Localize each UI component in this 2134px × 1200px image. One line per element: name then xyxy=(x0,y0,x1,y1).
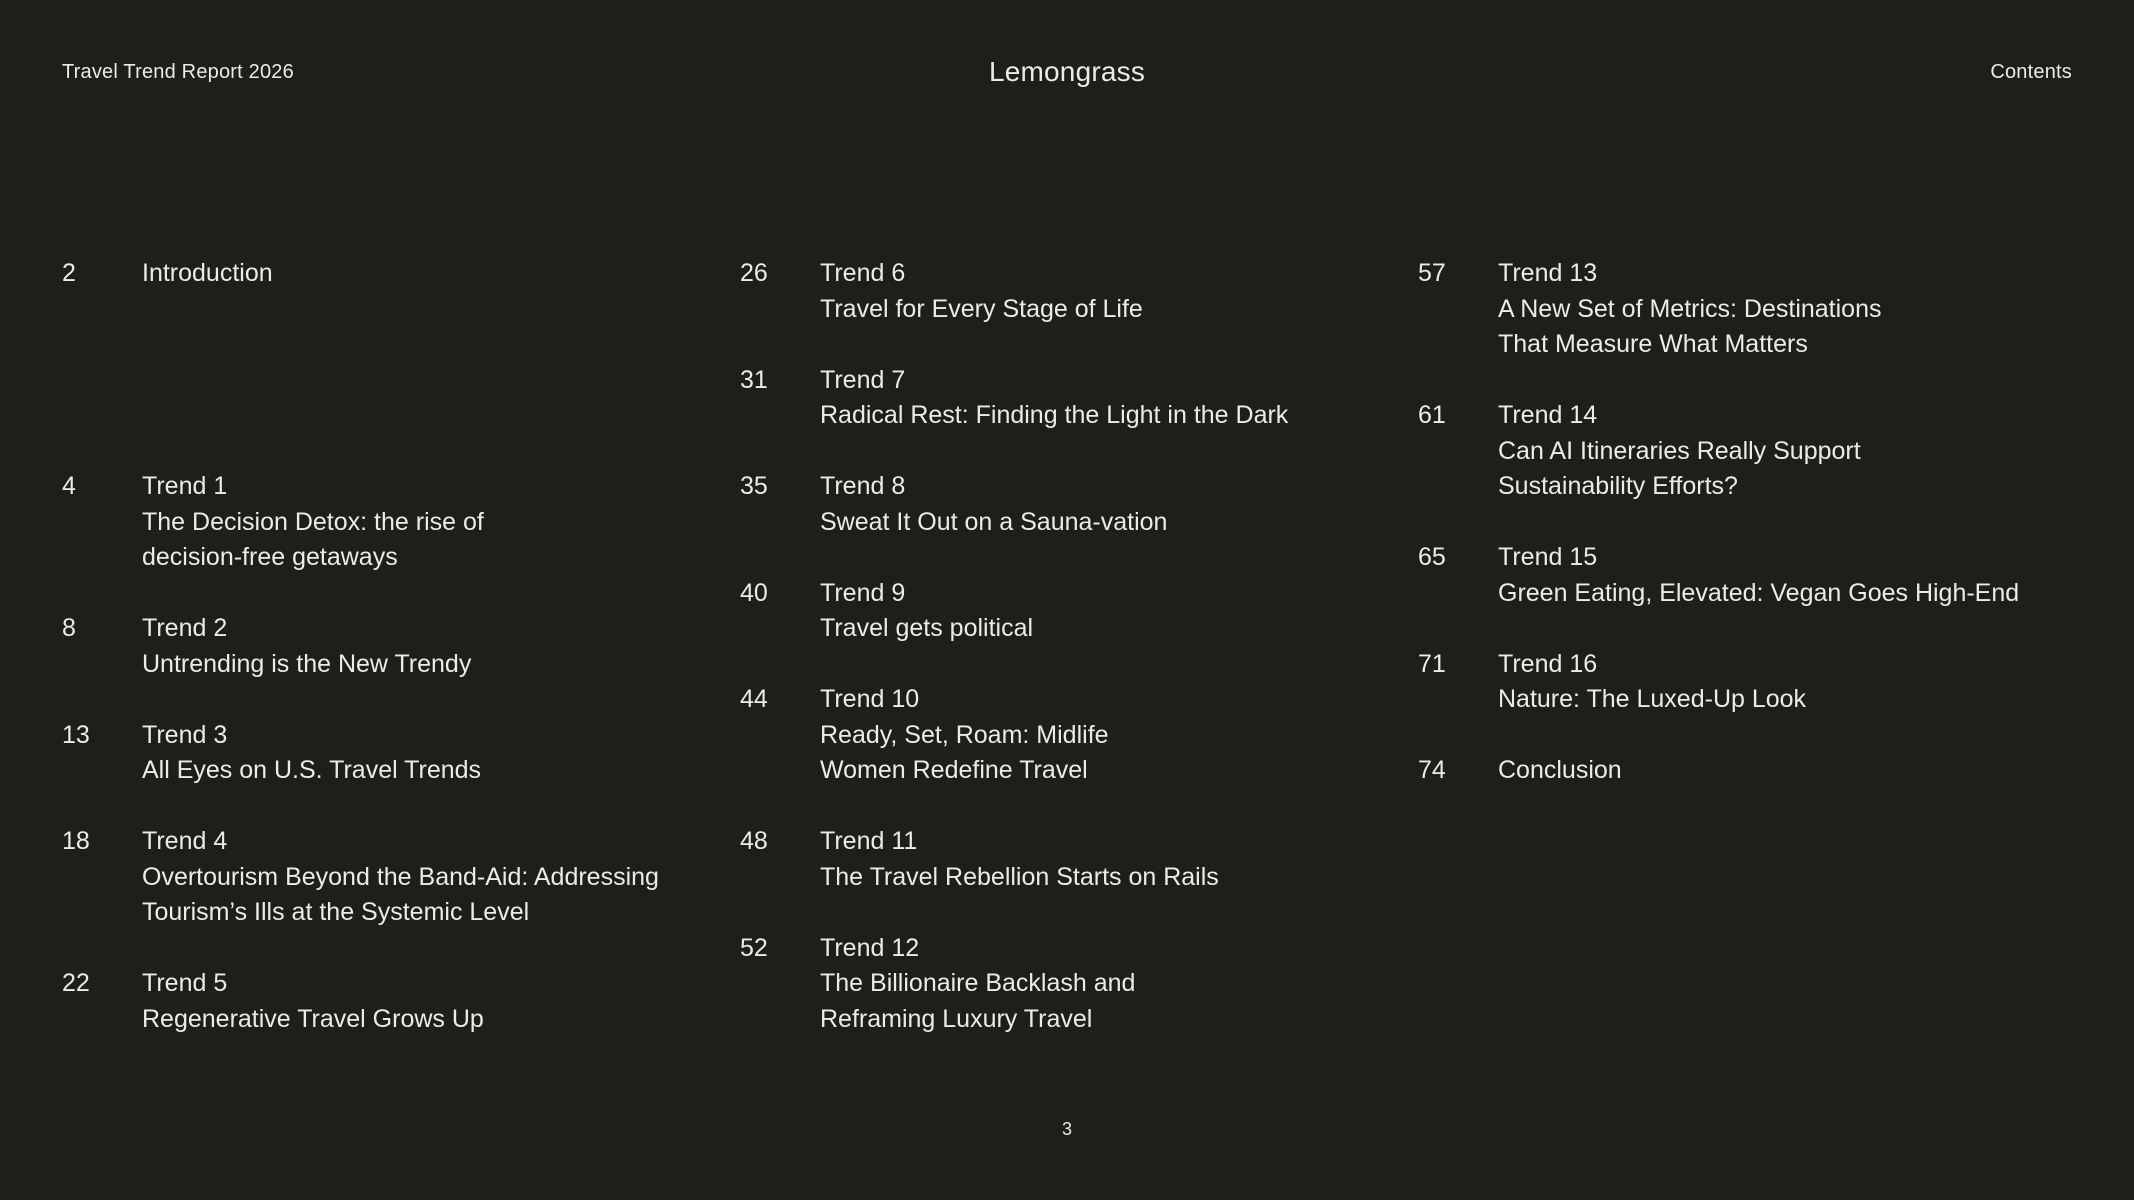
toc-trend-title: Regenerative Travel Grows Up xyxy=(142,1004,484,1033)
toc-trend-title: The Decision Detox: the rise of decision-free getaways xyxy=(142,507,484,571)
toc-page-number: 74 xyxy=(1418,756,1446,784)
toc-trend-label: Trend 11 xyxy=(820,827,918,855)
toc-trend-title: Travel gets political xyxy=(820,614,1034,642)
toc-entry-trend-14[interactable] xyxy=(1418,398,2068,505)
toc-page-number: 57 xyxy=(1418,259,1446,287)
toc-entry-trend-15[interactable] xyxy=(1418,540,2068,611)
toc-column-2 xyxy=(740,256,1390,1037)
toc-trend-label: Trend 10 xyxy=(820,685,920,713)
toc-page-number: 18 xyxy=(62,827,90,855)
toc-entry-label: Conclusion xyxy=(1498,756,1622,784)
toc-page-number: 61 xyxy=(1418,401,1446,429)
toc-trend-title: The Travel Rebellion Starts on Rails xyxy=(820,862,1219,891)
toc-trend-title: Ready, Set, Roam: Midlife Women Redefine Travel xyxy=(820,720,1109,784)
toc-trend-label: Trend 14 xyxy=(1498,401,1598,429)
toc-trend-label: Trend 4 xyxy=(142,827,228,855)
toc-trend-title: Sweat It Out on a Sauna-vation xyxy=(820,507,1168,536)
toc-entry-trend-9[interactable] xyxy=(740,576,1390,647)
toc-trend-title: Green Eating, Elevated: Vegan Goes High-End xyxy=(1498,578,2020,607)
toc-entry-trend-8[interactable] xyxy=(740,469,1390,540)
toc-entry-trend-5[interactable] xyxy=(62,966,712,1037)
toc-entry-trend-7[interactable] xyxy=(740,363,1390,434)
toc-page-number: 31 xyxy=(740,365,768,394)
toc-trend-title: Can AI Itineraries Really Support Sustainability Efforts? xyxy=(1498,436,1861,500)
toc-trend-label: Trend 13 xyxy=(1498,259,1598,287)
toc-page-number: 65 xyxy=(1418,543,1446,571)
toc-page-number: 71 xyxy=(1418,649,1446,678)
toc-trend-title: Overtourism Beyond the Band-Aid: Addressing Tourism’s Ills at the Systemic Level xyxy=(142,862,659,926)
toc-trend-label: Trend 16 xyxy=(1498,649,1598,678)
toc-page-number: 52 xyxy=(740,933,768,962)
toc-entry-introduction[interactable] xyxy=(62,256,712,292)
toc-page-number: 44 xyxy=(740,685,768,713)
toc-page-number: 22 xyxy=(62,969,90,997)
toc-trend-label: Trend 1 xyxy=(142,472,228,500)
toc-trend-label: Trend 9 xyxy=(820,578,906,607)
toc-trend-label: Trend 8 xyxy=(820,472,906,500)
toc-column-1 xyxy=(62,256,712,1037)
toc-entry-trend-6[interactable] xyxy=(740,256,1390,327)
toc-page-number: 26 xyxy=(740,259,768,287)
toc-entry-trend-12[interactable] xyxy=(740,931,1390,1038)
toc-trend-label: Trend 6 xyxy=(820,259,906,287)
toc-entry-trend-13[interactable] xyxy=(1418,256,2068,363)
brand-logo-text: Lemongrass xyxy=(988,56,1146,87)
toc-page-number: 4 xyxy=(62,472,76,500)
toc-trend-label: Trend 5 xyxy=(142,969,228,997)
toc-page-number: 2 xyxy=(62,259,76,287)
toc-entry-trend-16[interactable] xyxy=(1418,647,2068,718)
report-title: Travel Trend Report 2026 xyxy=(62,61,294,83)
toc-trend-label: Trend 2 xyxy=(142,614,228,642)
toc-entry-trend-1[interactable] xyxy=(62,469,712,576)
section-title: Contents xyxy=(1990,61,2072,83)
toc-page-number: 13 xyxy=(62,720,90,749)
toc-trend-title: All Eyes on U.S. Travel Trends xyxy=(142,756,482,784)
toc-column-3 xyxy=(1418,256,2068,789)
toc-page-number: 48 xyxy=(740,827,768,855)
toc-trend-label: Trend 15 xyxy=(1498,543,1598,571)
toc-trend-title: A New Set of Metrics: Destinations That Measure What Matters xyxy=(1498,294,1882,358)
toc-trend-label: Trend 7 xyxy=(820,365,906,394)
toc-entry-trend-10[interactable] xyxy=(740,682,1390,789)
toc-entry-trend-2[interactable] xyxy=(62,611,712,682)
page-number: 3 xyxy=(1061,1119,1072,1139)
toc-entry-conclusion[interactable] xyxy=(1418,753,2068,789)
toc-trend-label: Trend 12 xyxy=(820,933,920,962)
toc-entry-trend-3[interactable] xyxy=(62,718,712,789)
toc-trend-label: Trend 3 xyxy=(142,720,228,749)
toc-trend-title: Nature: The Luxed-Up Look xyxy=(1498,685,1807,713)
toc-entry-trend-11[interactable] xyxy=(740,824,1390,895)
toc-trend-title: Untrending is the New Trendy xyxy=(142,649,472,678)
toc-trend-title: Radical Rest: Finding the Light in the Dark xyxy=(820,401,1289,429)
toc-entry-label: Introduction xyxy=(142,259,273,287)
toc-trend-title: The Billionaire Backlash and Reframing Luxury Travel xyxy=(820,969,1136,1033)
toc-page-number: 35 xyxy=(740,472,768,500)
toc-page-number: 40 xyxy=(740,578,768,607)
toc-trend-title: Travel for Every Stage of Life xyxy=(820,294,1143,323)
toc-page-number: 8 xyxy=(62,614,76,642)
toc-entry-trend-4[interactable] xyxy=(62,824,712,931)
